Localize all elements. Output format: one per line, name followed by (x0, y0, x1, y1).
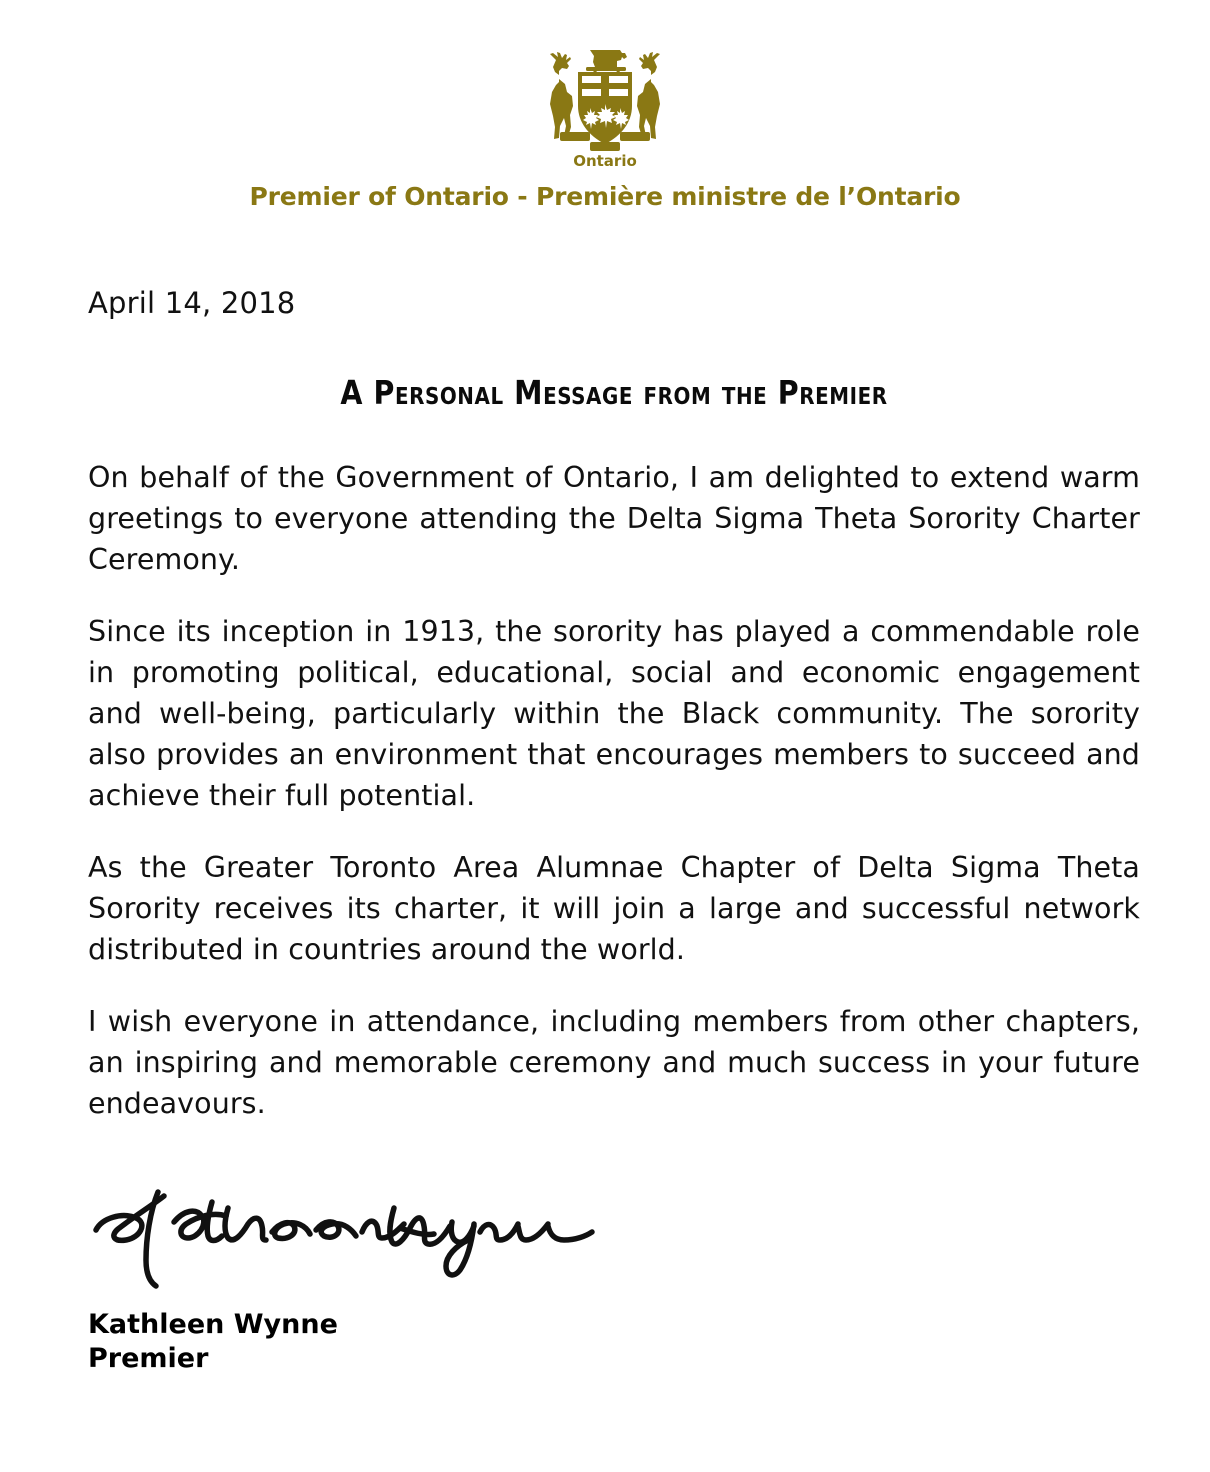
letter-content (88, 288, 1140, 1124)
page-title: A Personal Message from the Premier (340, 372, 888, 412)
ontario-wordmark: Ontario (573, 152, 637, 170)
bear-crest-icon (586, 50, 627, 74)
signatory-role: Premier (88, 1343, 209, 1374)
letter-paragraph: I wish everyone in attendance, including members from other chapters, an inspiring and memorable ceremony and much success in your future endeavours. (88, 1004, 1140, 1120)
moose-supporter-icon (550, 52, 573, 139)
letter-body (88, 457, 1140, 1124)
deer-supporter-icon (637, 52, 660, 139)
letter-paragraph: On behalf of the Government of Ontario, I am delighted to extend warm greetings to everyone attending the Delta Sigma Theta Sorority Charter Ceremony. (88, 460, 1140, 576)
letterhead-title: Premier of Ontario - Première ministre de l’Ontario (249, 182, 961, 211)
signatory-name: Kathleen Wynne (88, 1309, 338, 1340)
letter-date: April 14, 2018 (88, 286, 296, 320)
ontario-coat-of-arms-icon (530, 42, 680, 170)
letter-paragraph: As the Greater Toronto Area Alumnae Chapter of Delta Sigma Theta Sorority receives its charter, it will join a large and successful network distributed in countries around the world. (88, 850, 1140, 966)
signature-block (88, 1182, 688, 1376)
handwritten-signature-icon (88, 1182, 608, 1292)
letter-paragraph: Since its inception in 1913, the sorority has played a commendable role in promoting political, educational, social and economic engagement and well-being, particularly within the Black community. The sorority also provides an environment that encourages members to succeed and achieve their full potential. (88, 614, 1140, 812)
letterhead (0, 0, 1210, 211)
